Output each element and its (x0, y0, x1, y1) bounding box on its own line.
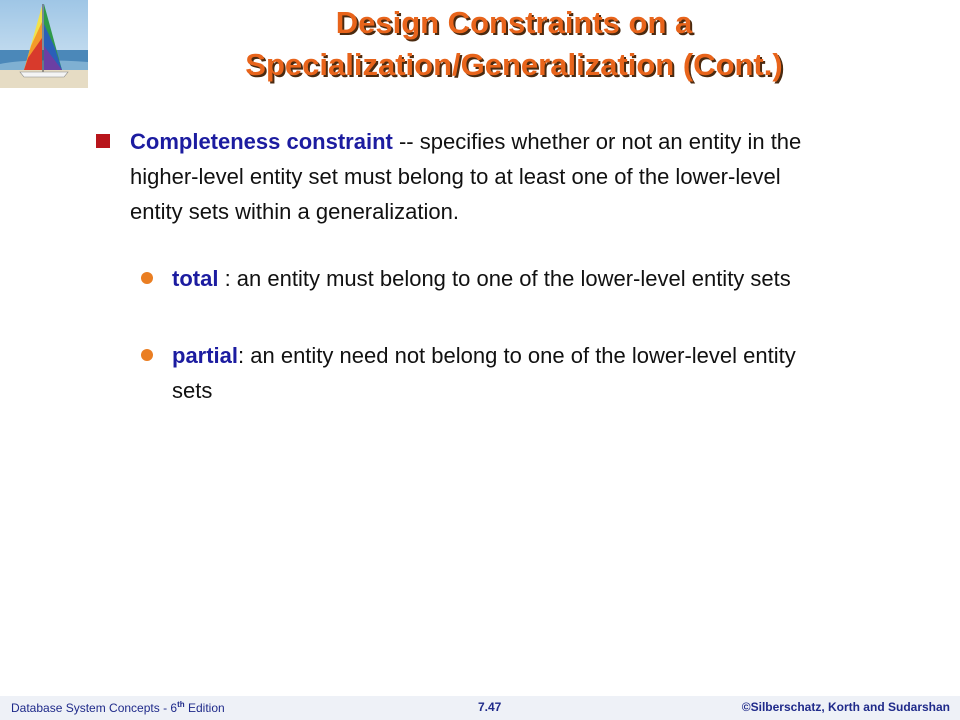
slide-title (100, 2, 928, 86)
slide-title-line-2: Specialization/Generalization (Cont.) (245, 47, 783, 82)
footer-copyright: ©Silberschatz, Korth and Sudarshan (741, 700, 950, 714)
slide-footer (0, 696, 960, 720)
bullet-completeness (130, 124, 810, 229)
bullet-keyword: Completeness constraint (130, 129, 393, 154)
square-bullet-icon (96, 134, 110, 148)
footer-book-title: Database System Concepts - 6th Edition (11, 700, 225, 715)
bullet-text: -- specifies whether or not an entity in the higher-level entity set must belong to at least one of the lower-level entity sets within a generalization. (130, 129, 802, 224)
round-bullet-icon (141, 349, 153, 361)
slide-title-line-1: Design Constraints on a (335, 5, 693, 40)
sub-bullet-text: : an entity must belong to one of the lower-level entity sets (218, 266, 791, 291)
sub-bullet-keyword: total (172, 266, 219, 291)
sub-bullet-text: : an entity need not belong to one of the lower-level entity sets (172, 343, 796, 403)
sub-bullet-partial (172, 338, 822, 408)
footer-page-number: 7.47 (478, 700, 502, 714)
round-bullet-icon (141, 272, 153, 284)
sub-bullet-keyword: partial (172, 343, 239, 368)
sub-bullet-total (172, 261, 822, 296)
sailboat-logo-image (0, 0, 88, 88)
